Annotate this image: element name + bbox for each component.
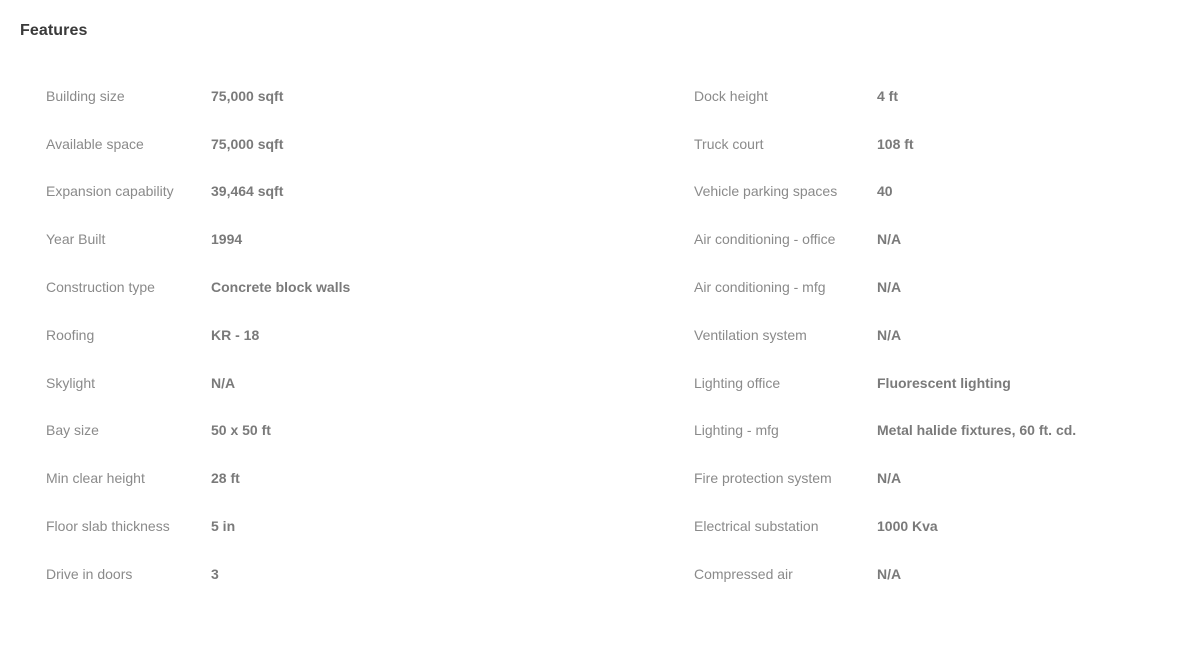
feature-label: Fire protection system <box>694 470 832 487</box>
feature-label: Vehicle parking spaces <box>694 183 838 200</box>
feature-value: 75,000 sqft <box>211 135 284 152</box>
feature-label: Skylight <box>46 374 96 391</box>
feature-row-year-built <box>46 215 350 263</box>
feature-row-truck-court <box>694 120 1076 168</box>
feature-label: Ventilation system <box>694 326 807 343</box>
feature-row-lighting-office <box>694 359 1076 407</box>
feature-label: Building size <box>46 87 125 104</box>
feature-row-expansion-capability <box>46 168 350 216</box>
feature-label: Air conditioning - office <box>694 231 836 248</box>
feature-row-available-space <box>46 120 350 168</box>
feature-value: 3 <box>211 565 219 582</box>
feature-value: N/A <box>877 279 902 296</box>
feature-value: 28 ft <box>211 470 240 487</box>
feature-value: N/A <box>877 565 902 582</box>
feature-label: Electrical substation <box>694 518 819 535</box>
feature-row-vehicle-parking-spaces <box>694 168 1076 216</box>
feature-value: 50 x 50 ft <box>211 422 271 439</box>
feature-value: 5 in <box>211 518 236 535</box>
feature-row-building-size <box>46 72 350 120</box>
feature-value: N/A <box>877 470 902 487</box>
feature-value: 40 <box>877 183 893 200</box>
feature-label: Floor slab thickness <box>46 518 170 535</box>
feature-label: Available space <box>46 135 144 152</box>
feature-label: Truck court <box>694 135 764 152</box>
features-column-right <box>694 72 1076 598</box>
feature-row-air-conditioning-mfg <box>694 263 1076 311</box>
feature-row-electrical-substation <box>694 502 1076 550</box>
feature-row-min-clear-height <box>46 454 350 502</box>
feature-row-floor-slab-thickness <box>46 502 350 550</box>
feature-row-bay-size <box>46 407 350 455</box>
feature-value: N/A <box>877 326 902 343</box>
feature-value: Concrete block walls <box>211 279 351 296</box>
feature-row-air-conditioning-office <box>694 215 1076 263</box>
feature-row-construction-type <box>46 263 350 311</box>
feature-label: Compressed air <box>694 565 793 582</box>
feature-label: Drive in doors <box>46 565 133 582</box>
features-column-left <box>46 72 350 598</box>
feature-value: 39,464 sqft <box>211 183 284 200</box>
feature-row-drive-in-doors <box>46 550 350 598</box>
feature-value: 1000 Kva <box>877 518 938 535</box>
feature-label: Min clear height <box>46 470 145 487</box>
feature-row-dock-height <box>694 72 1076 120</box>
feature-label: Expansion capability <box>46 183 174 200</box>
feature-label: Lighting - mfg <box>694 422 779 439</box>
feature-value: Metal halide fixtures, 60 ft. cd. <box>877 422 1077 439</box>
feature-row-lighting-mfg <box>694 407 1076 455</box>
section-title: Features <box>20 22 88 39</box>
feature-value: KR - 18 <box>211 326 260 343</box>
feature-value: N/A <box>877 231 902 248</box>
feature-label: Year Built <box>46 231 106 248</box>
feature-row-roofing <box>46 311 350 359</box>
feature-label: Lighting office <box>694 374 781 391</box>
feature-row-fire-protection-system <box>694 454 1076 502</box>
feature-value: N/A <box>211 374 236 391</box>
feature-value: 108 ft <box>877 135 914 152</box>
feature-label: Air conditioning - mfg <box>694 279 826 296</box>
feature-label: Dock height <box>694 87 768 104</box>
feature-label: Bay size <box>46 422 99 439</box>
feature-row-ventilation-system <box>694 311 1076 359</box>
feature-row-compressed-air <box>694 550 1076 598</box>
feature-value: Fluorescent lighting <box>877 374 1011 391</box>
feature-row-skylight <box>46 359 350 407</box>
feature-value: 75,000 sqft <box>211 87 284 104</box>
feature-label: Construction type <box>46 279 155 296</box>
feature-value: 1994 <box>211 231 243 248</box>
feature-label: Roofing <box>46 326 95 343</box>
feature-value: 4 ft <box>877 87 898 104</box>
